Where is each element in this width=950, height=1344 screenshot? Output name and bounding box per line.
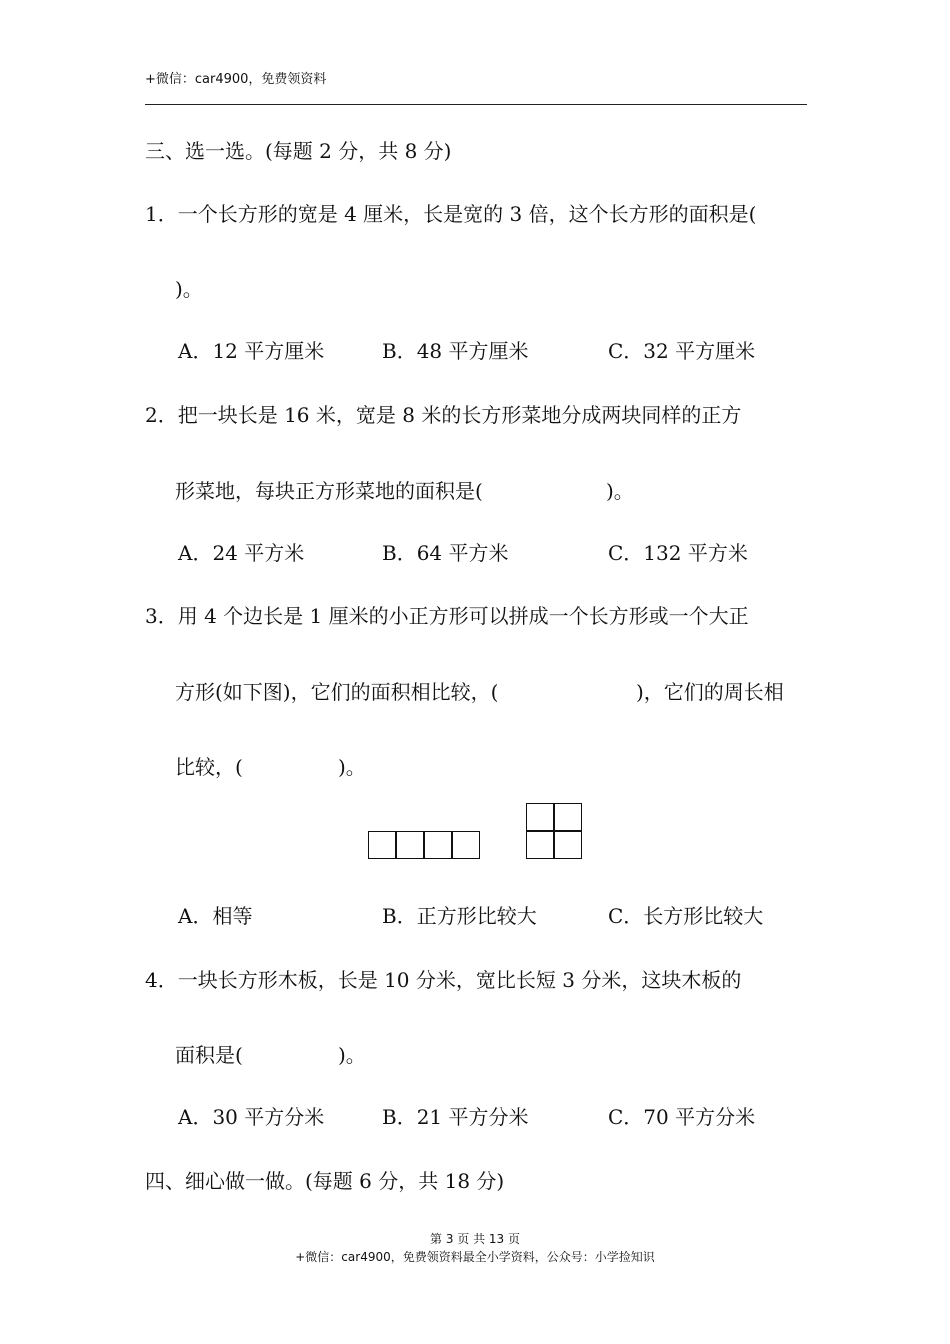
q4-line1: 4．一块长方形木板，长是 10 分米，宽比长短 3 分米，这块木板的 xyxy=(145,968,742,992)
q4-option-a: A．30 平方分米 xyxy=(178,1105,325,1129)
q3-option-c: C．长方形比较大 xyxy=(608,904,764,928)
q4-option-c: C．70 平方分米 xyxy=(608,1105,756,1129)
q1-line1: 1．一个长方形的宽是 4 厘米，长是宽的 3 倍，这个长方形的面积是( xyxy=(145,202,757,226)
q2-option-c: C．132 平方米 xyxy=(608,541,748,565)
q3-line1: 3．用 4 个边长是 1 厘米的小正方形可以拼成一个长方形或一个大正 xyxy=(145,604,749,628)
small-square xyxy=(526,803,554,831)
q3-line2-start: 方形(如下图)，它们的面积相比较，( xyxy=(175,680,499,704)
section-4-title: 四、细心做一做。(每题 6 分，共 18 分) xyxy=(145,1169,505,1193)
header-text: +微信：car4900，免费领资料 xyxy=(145,72,327,87)
q2-line2-start: 形菜地，每块正方形菜地的面积是( xyxy=(175,479,483,503)
q2-line2-end: )。 xyxy=(606,479,634,503)
q1-option-a: A．12 平方厘米 xyxy=(178,339,325,363)
q4-line2-start: 面积是( xyxy=(175,1043,243,1067)
small-square xyxy=(424,831,452,859)
small-square xyxy=(554,803,582,831)
small-square xyxy=(452,831,480,859)
small-square xyxy=(396,831,424,859)
q3-option-b: B．正方形比较大 xyxy=(382,904,537,928)
q4-option-b: B．21 平方分米 xyxy=(382,1105,529,1129)
q3-line2-end: )，它们的周长相 xyxy=(636,680,784,704)
q1-option-c: C．32 平方厘米 xyxy=(608,339,756,363)
q3-line3-start: 比较，( xyxy=(175,755,243,779)
small-square xyxy=(368,831,396,859)
q1-option-b: B．48 平方厘米 xyxy=(382,339,529,363)
q2-option-a: A．24 平方米 xyxy=(178,541,305,565)
small-square xyxy=(554,831,582,859)
small-square xyxy=(526,831,554,859)
footer-text: +微信：car4900，免费领资料最全小学资料，公众号：小学捡知识 xyxy=(295,1250,655,1264)
q3-line3-end: )。 xyxy=(338,755,366,779)
page-number: 第 3 页 共 13 页 xyxy=(430,1232,520,1246)
q2-line1: 2．把一块长是 16 米，宽是 8 米的长方形菜地分成两块同样的正方 xyxy=(145,403,742,427)
q4-line2-end: )。 xyxy=(338,1043,366,1067)
q3-option-a: A．相等 xyxy=(178,904,253,928)
section-3-title: 三、选一选。(每题 2 分，共 8 分) xyxy=(145,139,452,163)
header-divider xyxy=(145,104,807,105)
q2-option-b: B．64 平方米 xyxy=(382,541,509,565)
q1-line2: )。 xyxy=(175,277,203,301)
